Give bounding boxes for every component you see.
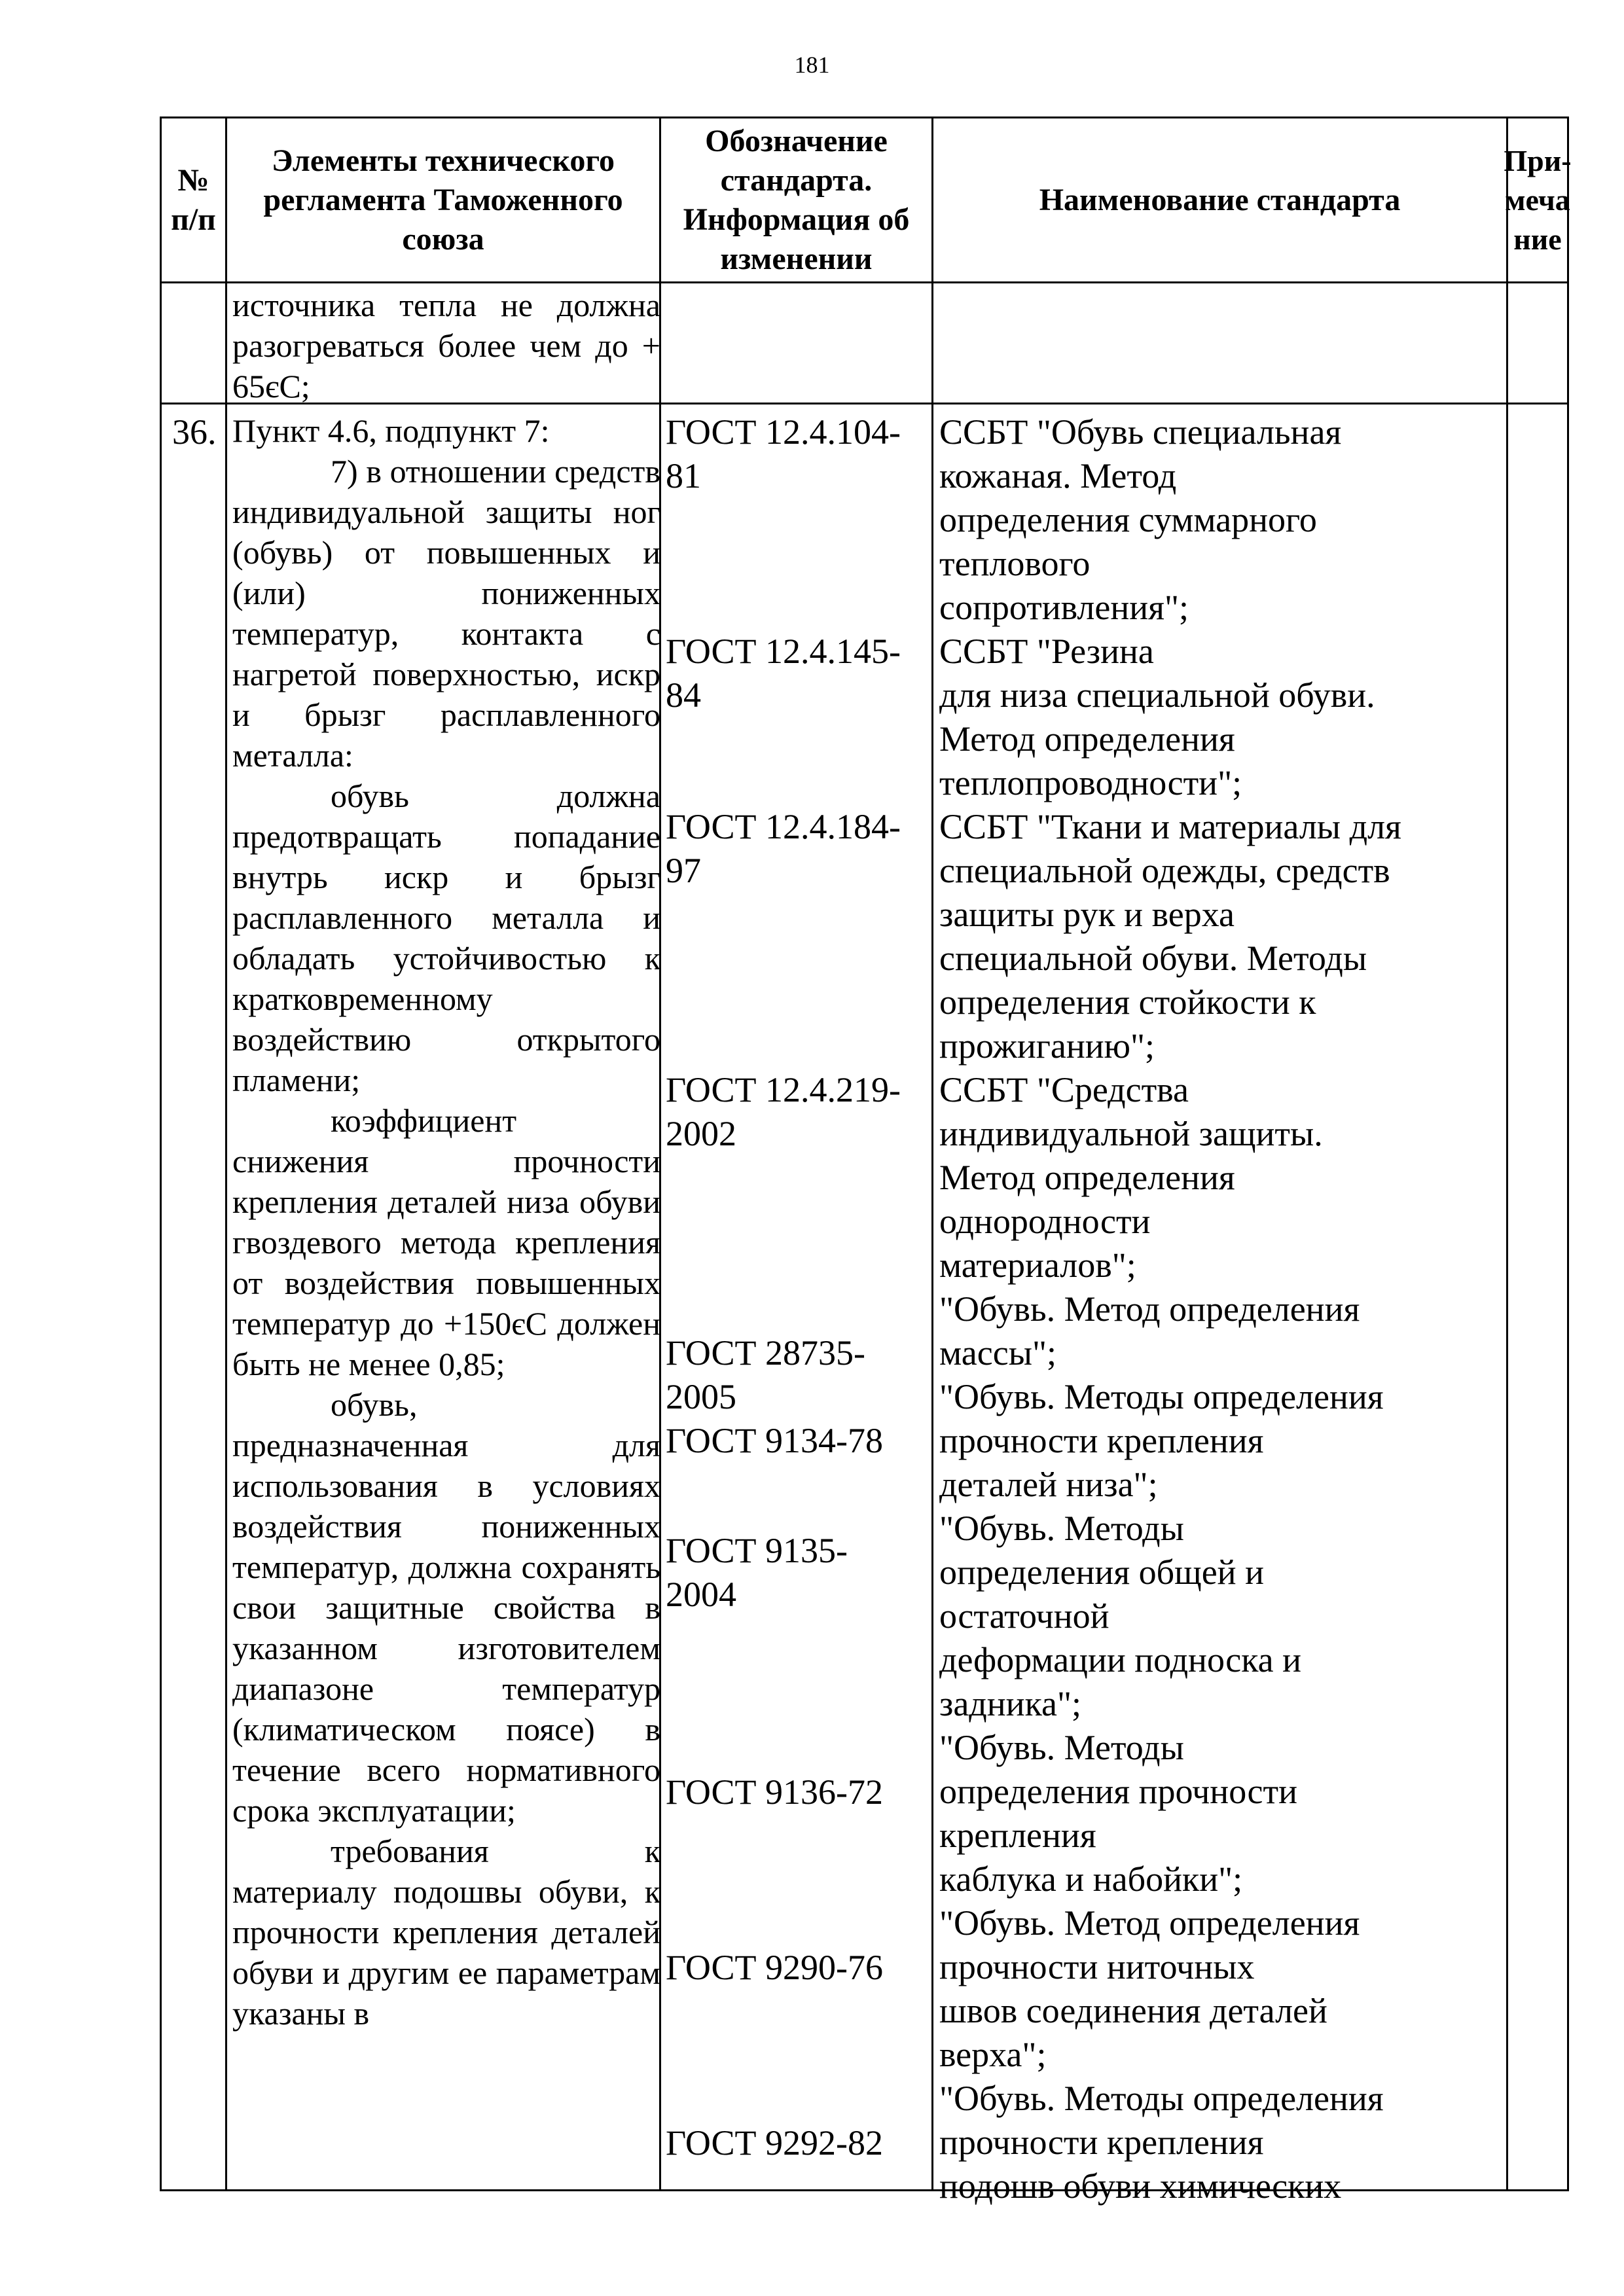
standard-name: "Обувь. Метод определения массы"; (939, 1289, 1360, 1372)
header-notes: При- меча ние (1504, 143, 1572, 256)
row-number: 36. (172, 412, 217, 452)
standard-name: "Обувь. Методы определения общей и остаточной деформации подноска и задника"; (939, 1509, 1302, 1723)
standard-code: ГОСТ 9134-78 (666, 1421, 884, 1460)
column-divider (1506, 118, 1508, 2189)
column-divider (931, 118, 933, 2189)
element-paragraph: 7) в отношении средств индивидуальной защиты ног (обувь) от повышенных и (или) пониженных температур, контакта с нагретой поверхностью, искр и брызг расплавленного металла: (232, 453, 660, 774)
header-number: № п/п (171, 162, 216, 237)
row-divider (162, 281, 1567, 283)
header-standard-name: Наименование стандарта (1039, 182, 1401, 217)
element-paragraph: обувь должна предотвращать попадание внутрь искр и брызг расплавленного металла и обладать устойчивостью к кратковременному воздействию открытого пламени; (232, 778, 660, 1098)
standard-name: "Обувь. Методы определения прочности крепления деталей низа"; (939, 1377, 1384, 1504)
element-paragraph: коэффициент снижения прочности крепления деталей низа обуви гвоздевого метода крепления от воздействия повышенных температур до +150єС должен быть не менее 0,85; (232, 1102, 660, 1382)
header-designation: Обозначение стандарта. Информация об изменении (683, 123, 910, 276)
column-divider (225, 118, 227, 2189)
standard-name: ССБТ "Ткани и материалы для специальной одежды, средств защиты рук и верха специальной обуви. Методы определения стойкости к прожиганию"; (939, 807, 1401, 1066)
standard-code: ГОСТ 9290-76 (666, 1948, 884, 1987)
standard-name: ССБТ "Резина для низа специальной обуви. Метод определения теплопроводности"; (939, 632, 1375, 802)
standard-code: ГОСТ 12.4.104- 81 (666, 412, 901, 495)
continuation-text: источника тепла не должна разогреваться более чем до + 65єС; (232, 287, 660, 404)
standard-code: ГОСТ 12.4.184- 97 (666, 807, 901, 890)
standard-code: ГОСТ 9292-82 (666, 2123, 884, 2162)
element-paragraph: Пункт 4.6, подпункт 7: (232, 412, 550, 449)
standard-name: "Обувь. Методы определения прочности крепления каблука и набойки"; (939, 1728, 1298, 1899)
page-number: 181 (794, 52, 830, 78)
standard-name: ССБТ "Обувь специальная кожаная. Метод определения суммарного теплового сопротивления"; (939, 412, 1342, 627)
standard-code: ГОСТ 12.4.145- 84 (666, 632, 901, 715)
standard-code: ГОСТ 9136-72 (666, 1772, 884, 1812)
standard-code: ГОСТ 28735- 2005 (666, 1333, 866, 1416)
standard-name: "Обувь. Метод определения прочности ниточных швов соединения деталей верха"; (939, 1903, 1360, 2074)
standard-name: ССБТ "Средства индивидуальной защиты. Метод определения однородности материалов"; (939, 1070, 1323, 1285)
element-paragraph: обувь, предназначенная для использования в условиях воздействия пониженных температур, должна сохранять свои защитные свойства в указанном изготовителем диапазоне температур (климатическом поясе) в течение всего нормативного срока эксплуатации; (232, 1386, 660, 1829)
standard-code: ГОСТ 9135- 2004 (666, 1531, 848, 1614)
standards-table (160, 117, 1572, 2206)
element-paragraph: требования к материалу подошвы обуви, к прочности крепления деталей обуви и другим ее параметрам указаны в (232, 1833, 660, 2032)
standard-name: "Обувь. Методы определения прочности крепления подошв обуви химических (939, 2079, 1384, 2206)
row36-elements (232, 410, 660, 2034)
header-elements: Элементы технического регламента Таможенного союза (263, 143, 623, 257)
standard-code: ГОСТ 12.4.219- 2002 (666, 1070, 901, 1153)
